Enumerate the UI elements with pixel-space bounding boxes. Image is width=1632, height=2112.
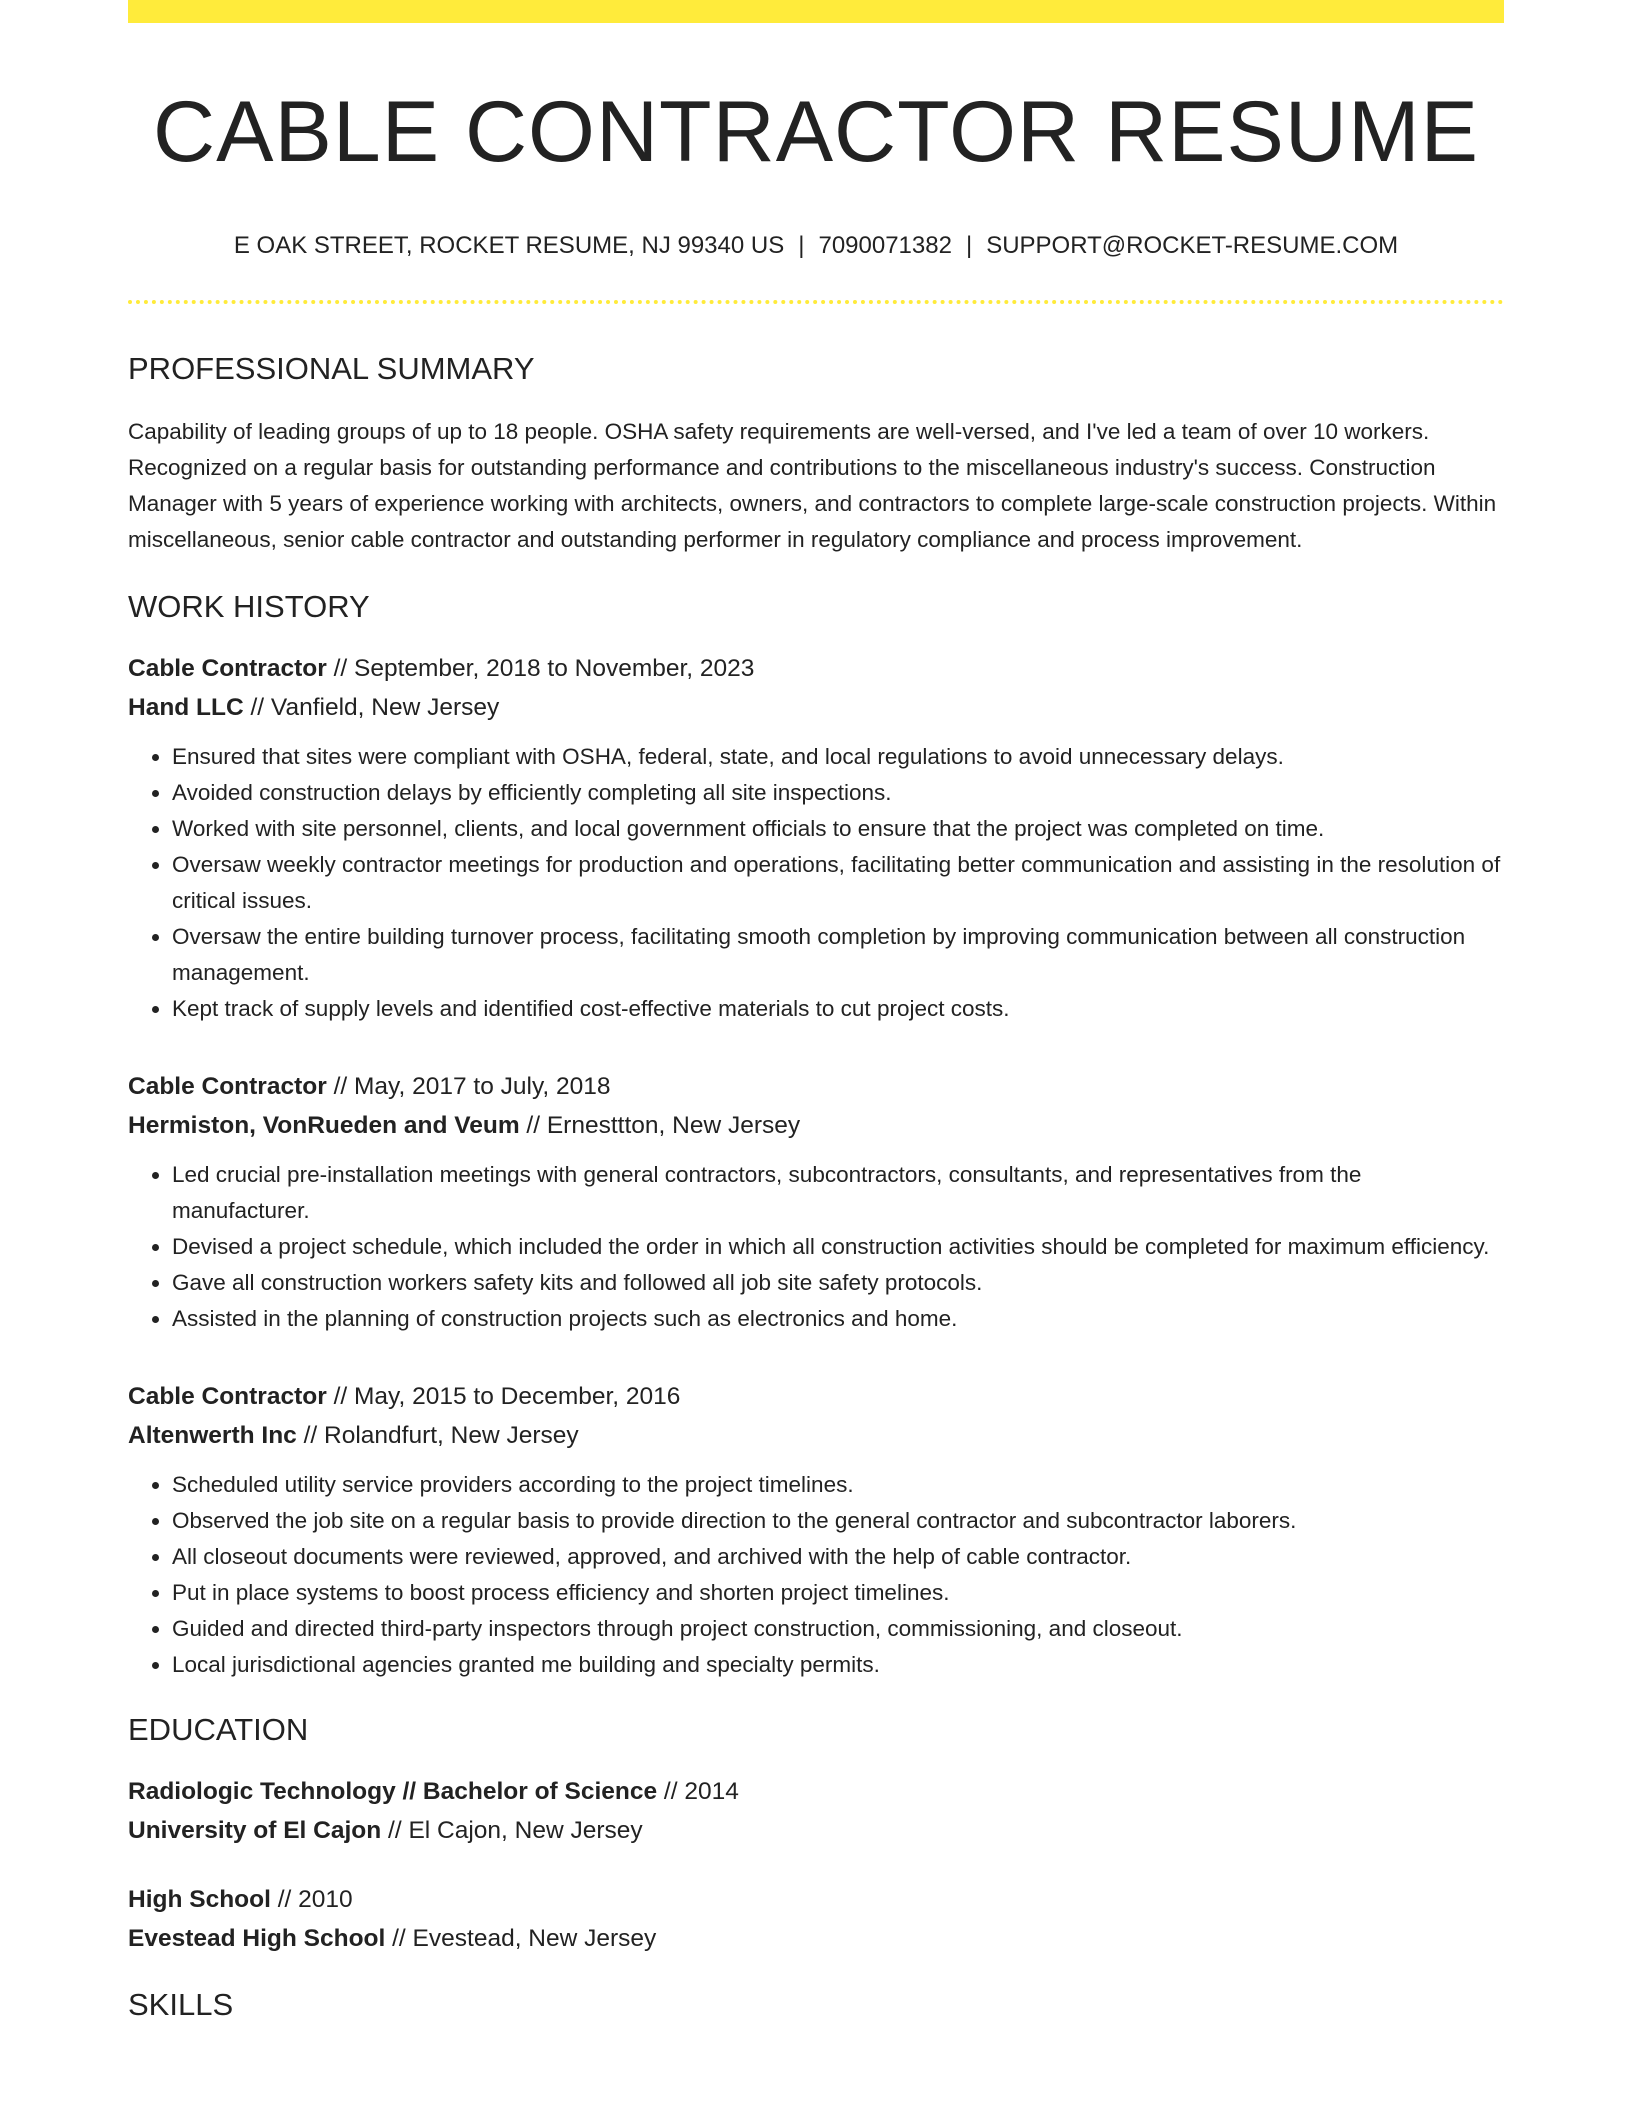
job-company-line — [128, 688, 1504, 727]
list-item: • Worked with site personnel, clients, and local government officials to ensure that the project was completed on time. — [172, 811, 1504, 847]
job-title-line — [128, 1377, 1504, 1416]
list-item: • Guided and directed third-party inspectors through project construction, commissioning, and closeout. — [172, 1611, 1504, 1647]
top-accent-bar — [128, 0, 1504, 23]
education-year: // 2010 — [270, 1885, 353, 1913]
job-location: // Ernesttton, New Jersey — [519, 1111, 801, 1139]
job-title: Cable Contractor — [128, 1072, 327, 1100]
education-degree-line — [128, 1772, 1504, 1811]
work-history-heading: WORK HISTORY — [128, 588, 370, 624]
job-title: Cable Contractor — [128, 654, 327, 682]
education-degree: Radiologic Technology // Bachelor of Science — [128, 1777, 658, 1805]
education-degree: High School — [128, 1885, 271, 1913]
education-school-line — [128, 1919, 1504, 1958]
education-heading: EDUCATION — [128, 1711, 309, 1747]
list-item: • Observed the job site on a regular basis to provide direction to the general contractor and subcontractor laborers. — [172, 1503, 1504, 1539]
job-bullets — [128, 1467, 1504, 1683]
education-location: // Evestead, New Jersey — [385, 1924, 657, 1952]
education-school: University of El Cajon — [128, 1816, 382, 1844]
education-entry — [128, 1880, 1504, 1958]
contact-separator: | — [798, 231, 805, 259]
education-entry — [128, 1772, 1504, 1850]
list-item: • Ensured that sites were compliant with OSHA, federal, state, and local regulations to avoid unnecessary delays. — [172, 739, 1504, 775]
dotted-divider — [128, 300, 1504, 304]
resume-page — [128, 0, 1504, 2023]
job-location: // Vanfield, New Jersey — [243, 693, 500, 721]
list-item: • Led crucial pre-installation meetings with general contractors, subcontractors, consultants, and representatives from the manufacturer. — [172, 1157, 1504, 1229]
page-title: CABLE CONTRACTOR RESUME — [153, 84, 1479, 180]
skills-heading: SKILLS — [128, 1986, 234, 2022]
job-bullets — [128, 739, 1504, 1027]
list-item: • Gave all construction workers safety kits and followed all job site safety protocols. — [172, 1265, 1504, 1301]
list-item: • Assisted in the planning of construction projects such as electronics and home. — [172, 1301, 1504, 1337]
job-company: Altenwerth Inc — [128, 1421, 297, 1449]
job-title-line — [128, 1067, 1504, 1106]
job-title-line — [128, 649, 1504, 688]
job-title: Cable Contractor — [128, 1382, 327, 1410]
list-item: • Kept track of supply levels and identified cost-effective materials to cut project costs. — [172, 991, 1504, 1027]
list-item: • Devised a project schedule, which included the order in which all construction activities should be completed for maximum efficiency. — [172, 1229, 1504, 1265]
summary-heading: PROFESSIONAL SUMMARY — [128, 351, 535, 387]
job-entry — [128, 649, 1504, 1027]
list-item: • Oversaw weekly contractor meetings for production and operations, facilitating better communication and assisting in the resolution of critical issues. — [172, 847, 1504, 919]
job-dates: // May, 2017 to July, 2018 — [326, 1072, 611, 1100]
list-item: • Avoided construction delays by efficiently completing all site inspections. — [172, 775, 1504, 811]
contact-phone: 7090071382 — [818, 231, 952, 259]
job-company-line — [128, 1416, 1504, 1455]
education-degree-line — [128, 1880, 1504, 1919]
job-company-line — [128, 1106, 1504, 1145]
list-item: • Scheduled utility service providers according to the project timelines. — [172, 1467, 1504, 1503]
education-school-line — [128, 1811, 1504, 1850]
education-year: // 2014 — [657, 1777, 739, 1805]
list-item: • All closeout documents were reviewed, approved, and archived with the help of cable contractor. — [172, 1539, 1504, 1575]
education-school: Evestead High School — [128, 1924, 386, 1952]
contact-separator: | — [965, 231, 973, 259]
list-item: • Put in place systems to boost process efficiency and shorten project timelines. — [172, 1575, 1504, 1611]
contact-address: E OAK STREET, ROCKET RESUME, NJ 99340 US — [233, 231, 785, 259]
job-location: // Rolandfurt, New Jersey — [296, 1421, 579, 1449]
job-dates: // September, 2018 to November, 2023 — [326, 654, 755, 682]
list-item: • Oversaw the entire building turnover process, facilitating smooth completion by improving communication between all construction management. — [172, 919, 1504, 991]
job-company: Hermiston, VonRueden and Veum — [128, 1111, 520, 1139]
education-location: // El Cajon, New Jersey — [381, 1816, 643, 1844]
job-bullets — [128, 1157, 1504, 1337]
contact-email: SUPPORT@ROCKET-RESUME.COM — [986, 231, 1399, 259]
contact-line — [128, 232, 1504, 261]
job-dates: // May, 2015 to December, 2016 — [326, 1382, 681, 1410]
list-item: • Local jurisdictional agencies granted me building and specialty permits. — [172, 1647, 1504, 1683]
job-entry — [128, 1377, 1504, 1683]
summary-text: Capability of leading groups of up to 18 people. OSHA safety requirements are well-versed, and I've led a team of over 10 workers. Recognized on a regular basis for outstanding performance and contributions to the miscellaneous industry's success. Construction Manager with 5 years of experience working with architects, owners, and contractors to complete large-scale construction projects. Within miscellaneous, senior cable contractor and outstanding performer in regulatory compliance and process improvement. — [128, 418, 1497, 552]
job-entry — [128, 1067, 1504, 1337]
job-company: Hand LLC — [128, 693, 244, 721]
